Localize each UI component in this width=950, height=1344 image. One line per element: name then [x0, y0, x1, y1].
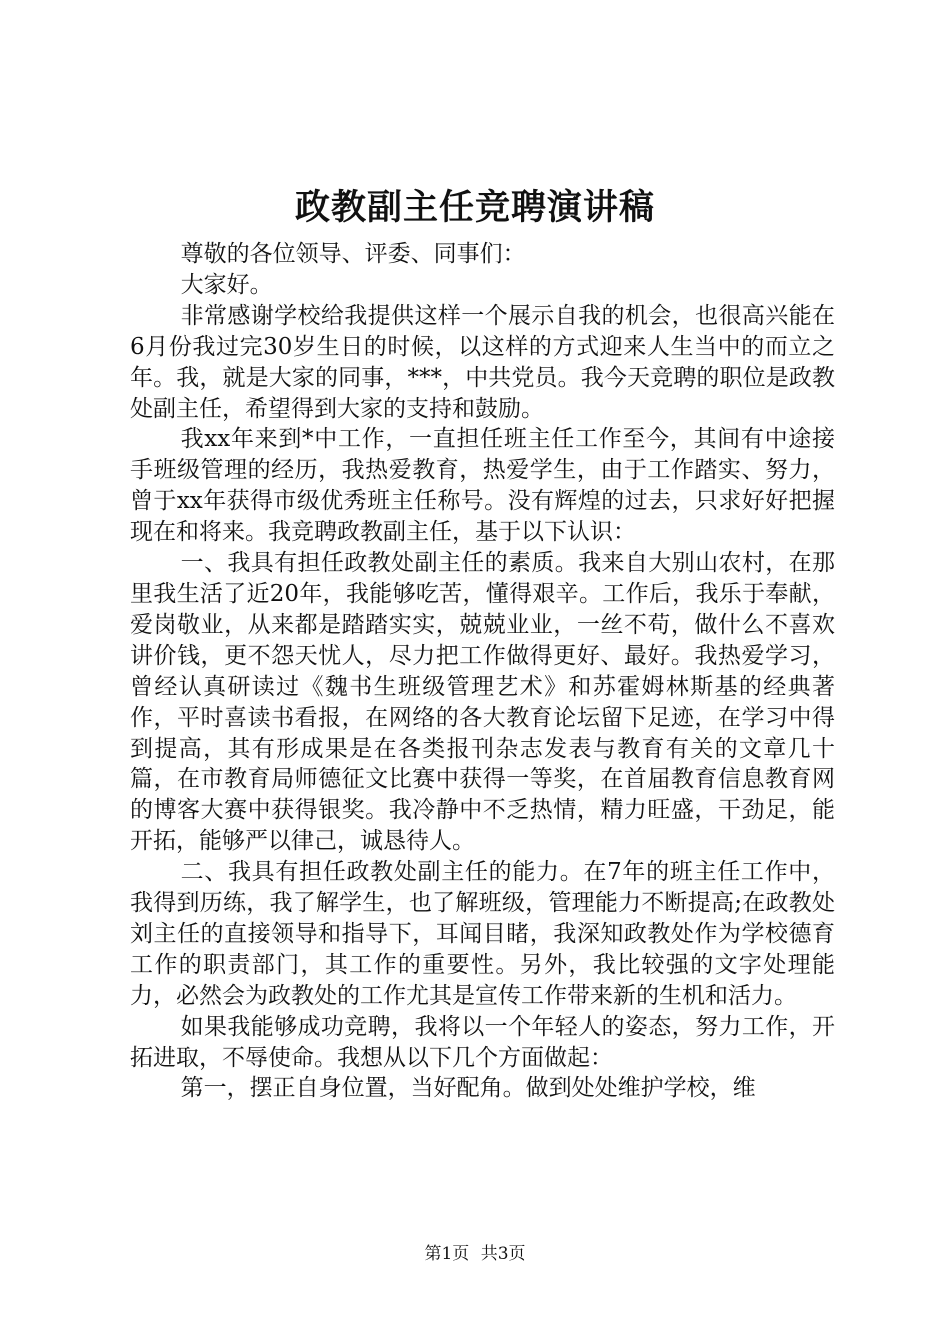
paragraph-first-point: 第一，摆正自身位置，当好配角。做到处处维护学校，维 — [180, 1075, 756, 1102]
page-footer — [0, 1242, 950, 1266]
document-title: 政教副主任竞聘演讲稿 — [294, 187, 655, 228]
paragraph-plan: 如果我能够成功竞聘，我将以一个年轻人的姿态，努力工作，开拓进取，不辱使命。我想从以下几个方面做起： — [130, 1013, 835, 1071]
paragraph-abilities: 二、我具有担任政教处副主任的能力。在7年的班主任工作中，我得到历练，我了解学生，也了解班级，管理能力不断提高;在政教处刘主任的直接领导和指导下，耳闻目睹，我深知政教处作为学校德育工作的职责部门，其工作的重要性。另外，我比较强的文字处理能力，必然会为政教处的工作尤其是宣传工作带来新的生机和活力。 — [130, 859, 835, 1009]
paragraph-experience: 我xx年来到*中工作，一直担任班主任工作至今，其间有中途接手班级管理的经历，我热爱教育，热爱学生，由于工作踏实、努力，曾于xx年获得市级优秀班主任称号。没有辉煌的过去，只求好好把握现在和将来。我竞聘政教副主任，基于以下认识： — [130, 426, 835, 546]
document-body — [130, 239, 835, 1104]
paragraph-qualities: 一、我具有担任政教处副主任的素质。我来自大别山农村，在那里我生活了近20年，我能够吃苦，懂得艰辛。工作后，我乐于奉献，爱岗敬业，从来都是踏踏实实，兢兢业业，一丝不苟，做什么不喜欢讲价钱，更不怨天忧人，尽力把工作做得更好、最好。我热爱学习，曾经认真研读过《魏书生班级管理艺术》和苏霍姆林斯基的经典著作，平时喜读书看报，在网络的各大教育论坛留下足迹，在学习中得到提高，其有形成果是在各类报刊杂志发表与教育有关的文章几十篇，在市教育局师德征文比赛中获得一等奖，在首届教育信息教育网的博客大赛中获得银奖。我冷静中不乏热情，精力旺盛，干劲足，能开拓，能够严以律己，诚恳待人。 — [130, 550, 835, 855]
salutation: 尊敬的各位领导、评委、同事们： — [180, 241, 526, 267]
page-total: 共3页 — [480, 1244, 526, 1264]
paragraph-intro: 非常感谢学校给我提供这样一个展示自我的机会，也很高兴能在6月份我过完30岁生日的时候，以这样的方式迎来人生当中的而立之年。我，就是大家的同事，***，中共党员。我今天竞聘的职位是政教处副主任，希望得到大家的支持和鼓励。 — [130, 302, 835, 422]
greeting: 大家好。 — [180, 271, 273, 298]
page-number: 第1页 — [424, 1244, 470, 1264]
